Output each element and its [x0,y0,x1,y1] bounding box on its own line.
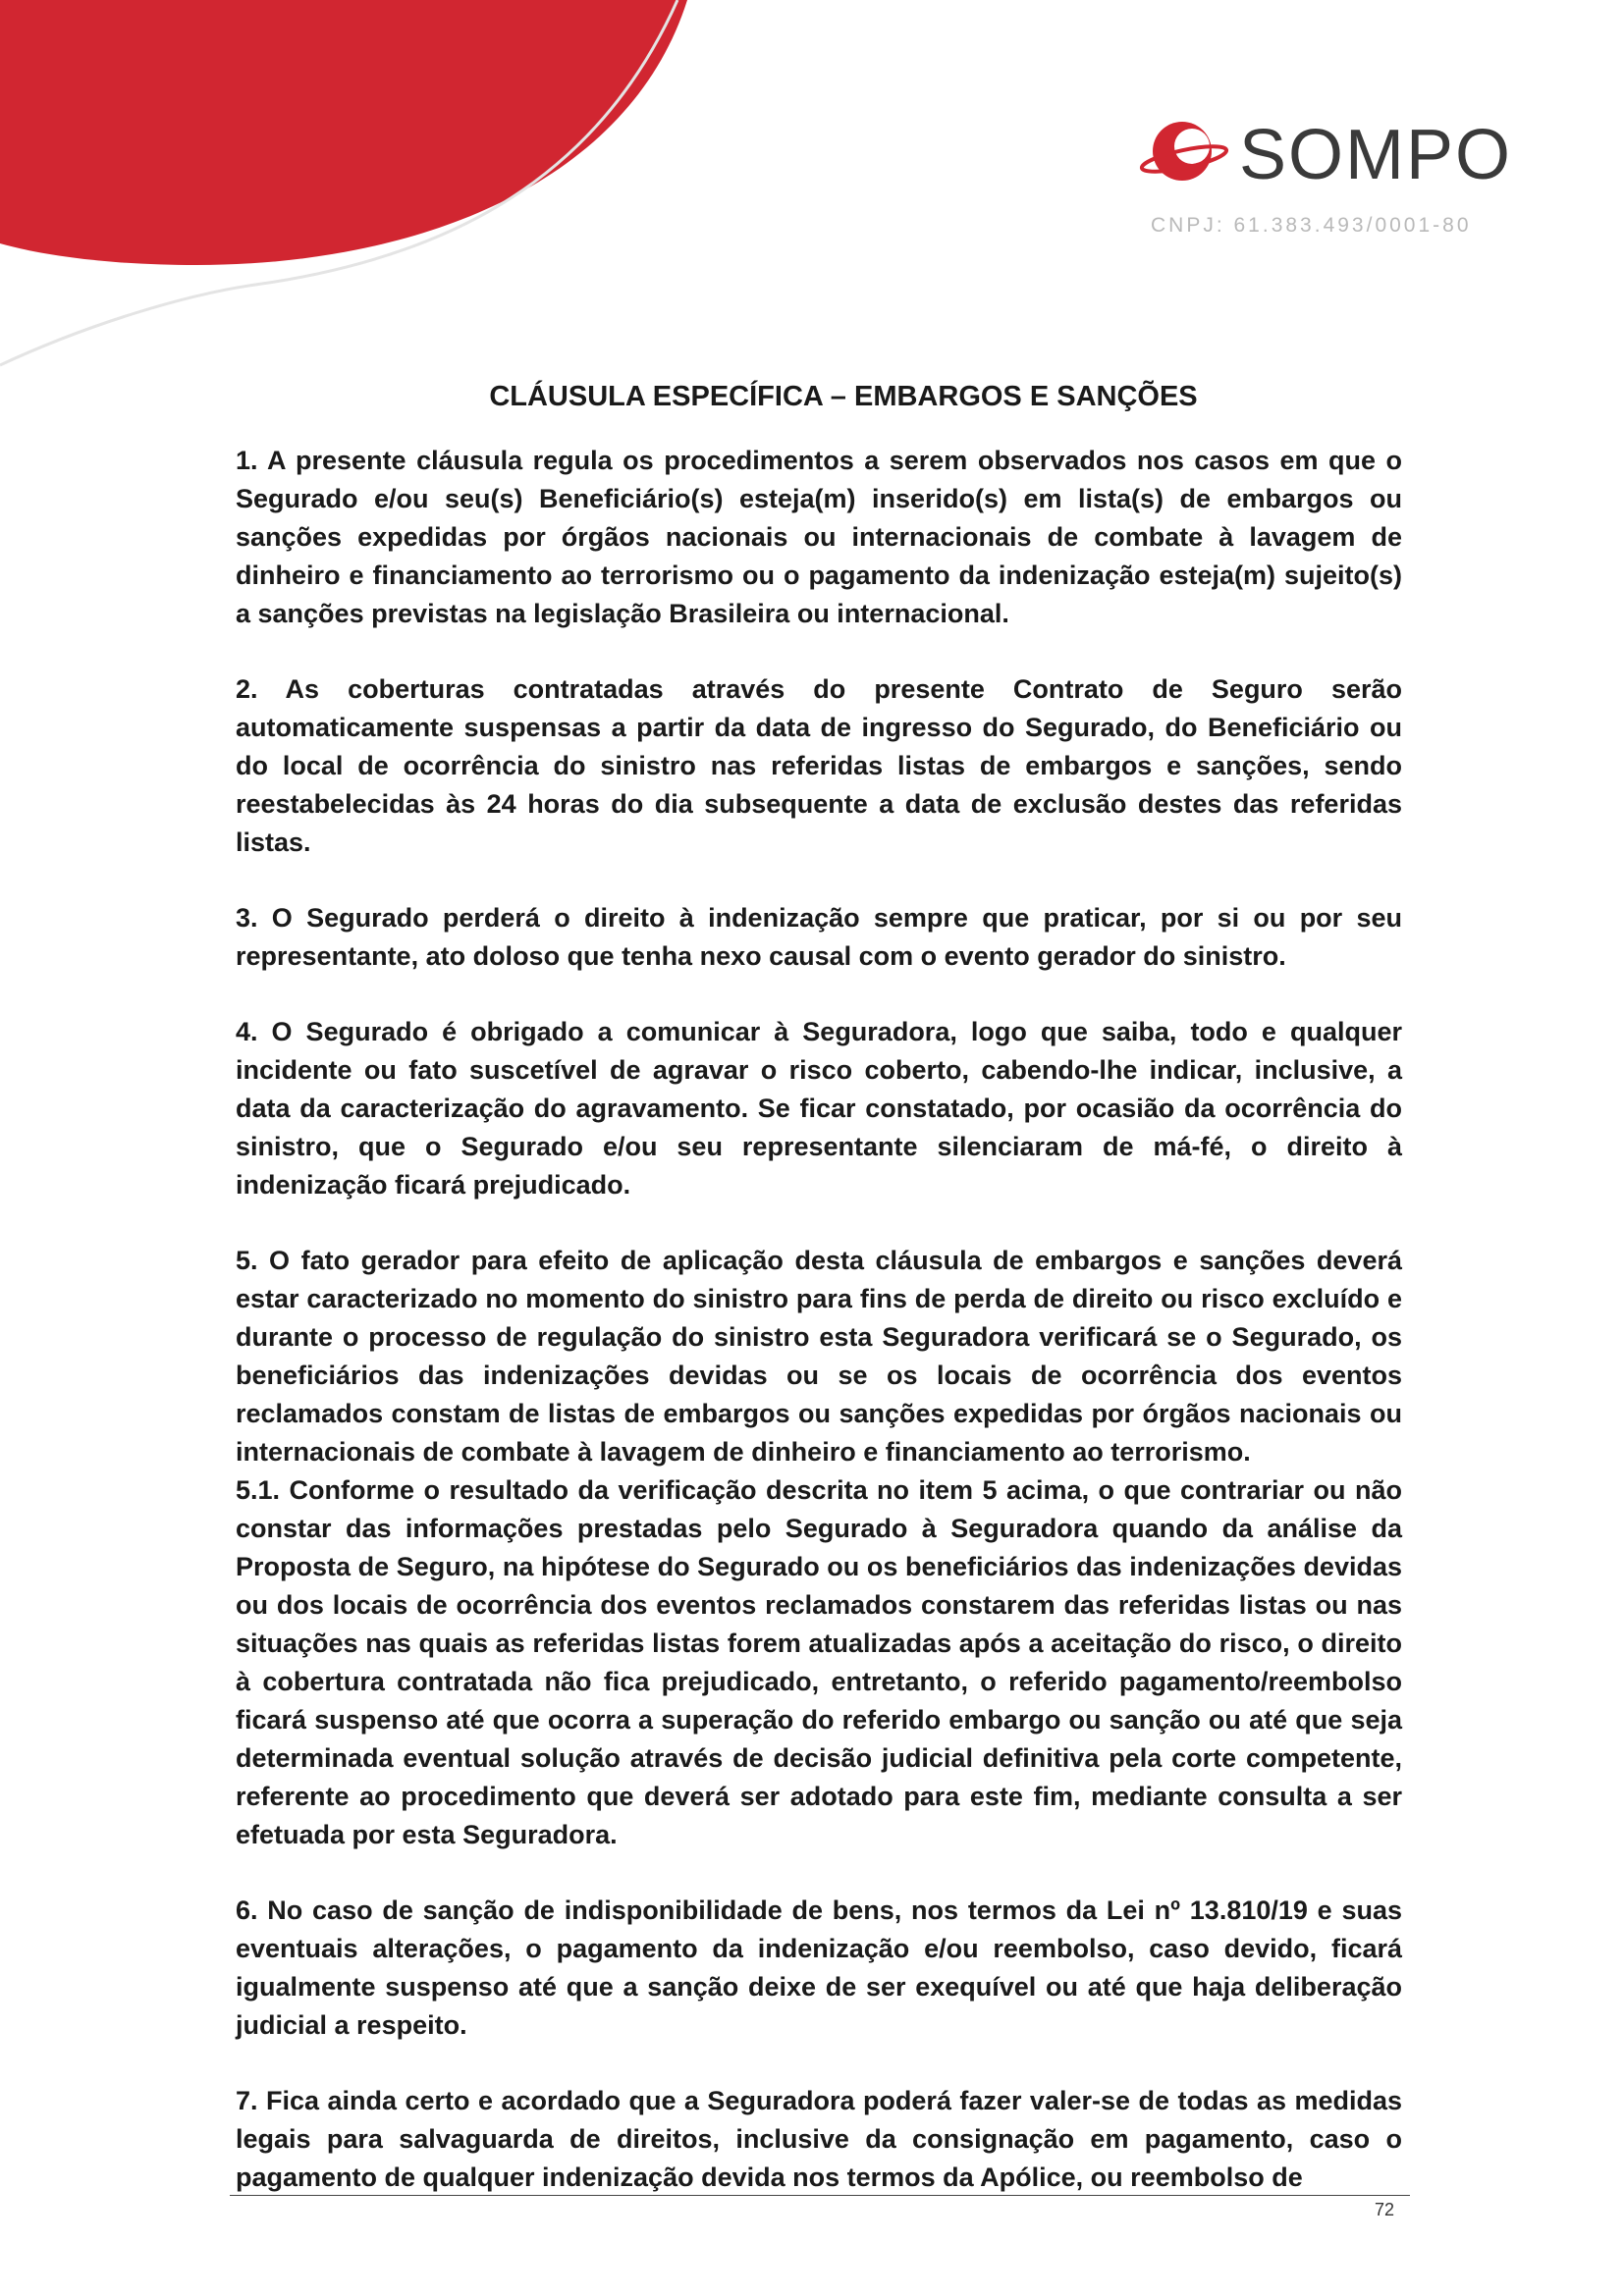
red-arc-shape [0,0,687,265]
clause-title: CLÁUSULA ESPECÍFICA – EMBARGOS E SANÇÕES [489,381,1198,412]
paragraph-6: 6. No caso de sanção de indisponibilidade de bens, nos termos da Lei nº 13.810/19 e suas eventuais alterações, o pagamento da indenização e/ou reembolso, caso devido, ficará igualmente suspenso até que a sanção deixe de ser exequível ou até que haja deliberação judicial a respeito. [236,1896,1402,2040]
sompo-logo-icon [1139,118,1229,185]
company-cnpj: CNPJ: 61.383.493/0001-80 [1151,214,1472,237]
document-body [236,378,1402,2197]
paragraph-7: 7. Fica ainda certo e acordado que a Seguradora poderá fazer valer-se de todas as medidas legais para salvaguarda de direitos, inclusive da consignação em pagamento, caso o pagamento de qualquer indenização devida nos termos da Apólice, ou reembolso de [236,2086,1402,2192]
paragraph-4: 4. O Segurado é obrigado a comunicar à Seguradora, logo que saiba, todo e qualquer incidente ou fato suscetível de agravar o risco coberto, cabendo-lhe indicar, inclusive, a data da caracterização do agravamento. Se ficar constatado, por ocasião da ocorrência do sinistro, que o Segurado e/ou seu representante silenciaram de má-fé, o direito à indenização ficará prejudicado. [236,1017,1402,1200]
decorative-red-arc [0,0,746,393]
paragraph-5-1: 5.1. Conforme o resultado da verificação descrita no item 5 acima, o que contrariar ou não constar das informações prestadas pelo Segurado à Seguradora quando da análise da Proposta de Seguro, na hipótese do Segurado ou os beneficiários das indenizações devidas ou dos locais de ocorrência dos eventos reclamados constarem das referidas listas ou nas situações nas quais as referidas listas forem atualizadas após a aceitação do risco, o direito à cobertura contratada não fica prejudicado, entretanto, o referido pagamento/reembolso ficará suspenso até que ocorra a superação do referido embargo ou sanção ou até que seja determinada eventual solução através de decisão judicial definitiva pela corte competente, referente ao procedimento que deverá ser adotado para este fim, mediante consulta a ser efetuada por esta Seguradora. [236,1475,1402,1849]
paragraph-2: 2. As coberturas contratadas através do presente Contrato de Seguro serão automaticamente suspensas a partir da data de ingresso do Segurado, do Beneficiário ou do local de ocorrência do sinistro nas referidas listas de embargos e sanções, sendo reestabelecidas às 24 horas do dia subsequente a data de exclusão destes das referidas listas. [236,674,1402,857]
paragraph-1: 1. A presente cláusula regula os procedimentos a serem observados nos casos em que o Segurado e/ou seu(s) Beneficiário(s) esteja(m) inserido(s) em lista(s) de embargos ou sanções expedidas por órgãos nacionais ou internacionais de combate à lavagem de dinheiro e financiamento ao terrorismo ou o pagamento da indenização esteja(m) sujeito(s) a sanções previstas na legislação Brasileira ou internacional. [236,446,1402,628]
logo-text: SOMPO [1239,116,1513,194]
paragraph-3: 3. O Segurado perderá o direito à indenização sempre que praticar, por si ou por seu representante, ato doloso que tenha nexo causal com o evento gerador do sinistro. [236,903,1402,971]
page-number: 72 [1375,2200,1395,2219]
paragraph-5: 5. O fato gerador para efeito de aplicação desta cláusula de embargos e sanções deverá estar caracterizado no momento do sinistro para fins de perda de direito ou risco excluído e durante o processo de regulação do sinistro esta Seguradora verificará se o Segurado, os beneficiários das indenizações devidas ou se os locais de ocorrência dos eventos reclamados constam de listas de embargos ou sanções expedidas por órgãos nacionais ou internacionais de combate à lavagem de dinheiro e financiamento ao terrorismo. [236,1246,1402,1467]
sompo-logo [1139,116,1513,194]
footer-divider [230,2195,1410,2196]
